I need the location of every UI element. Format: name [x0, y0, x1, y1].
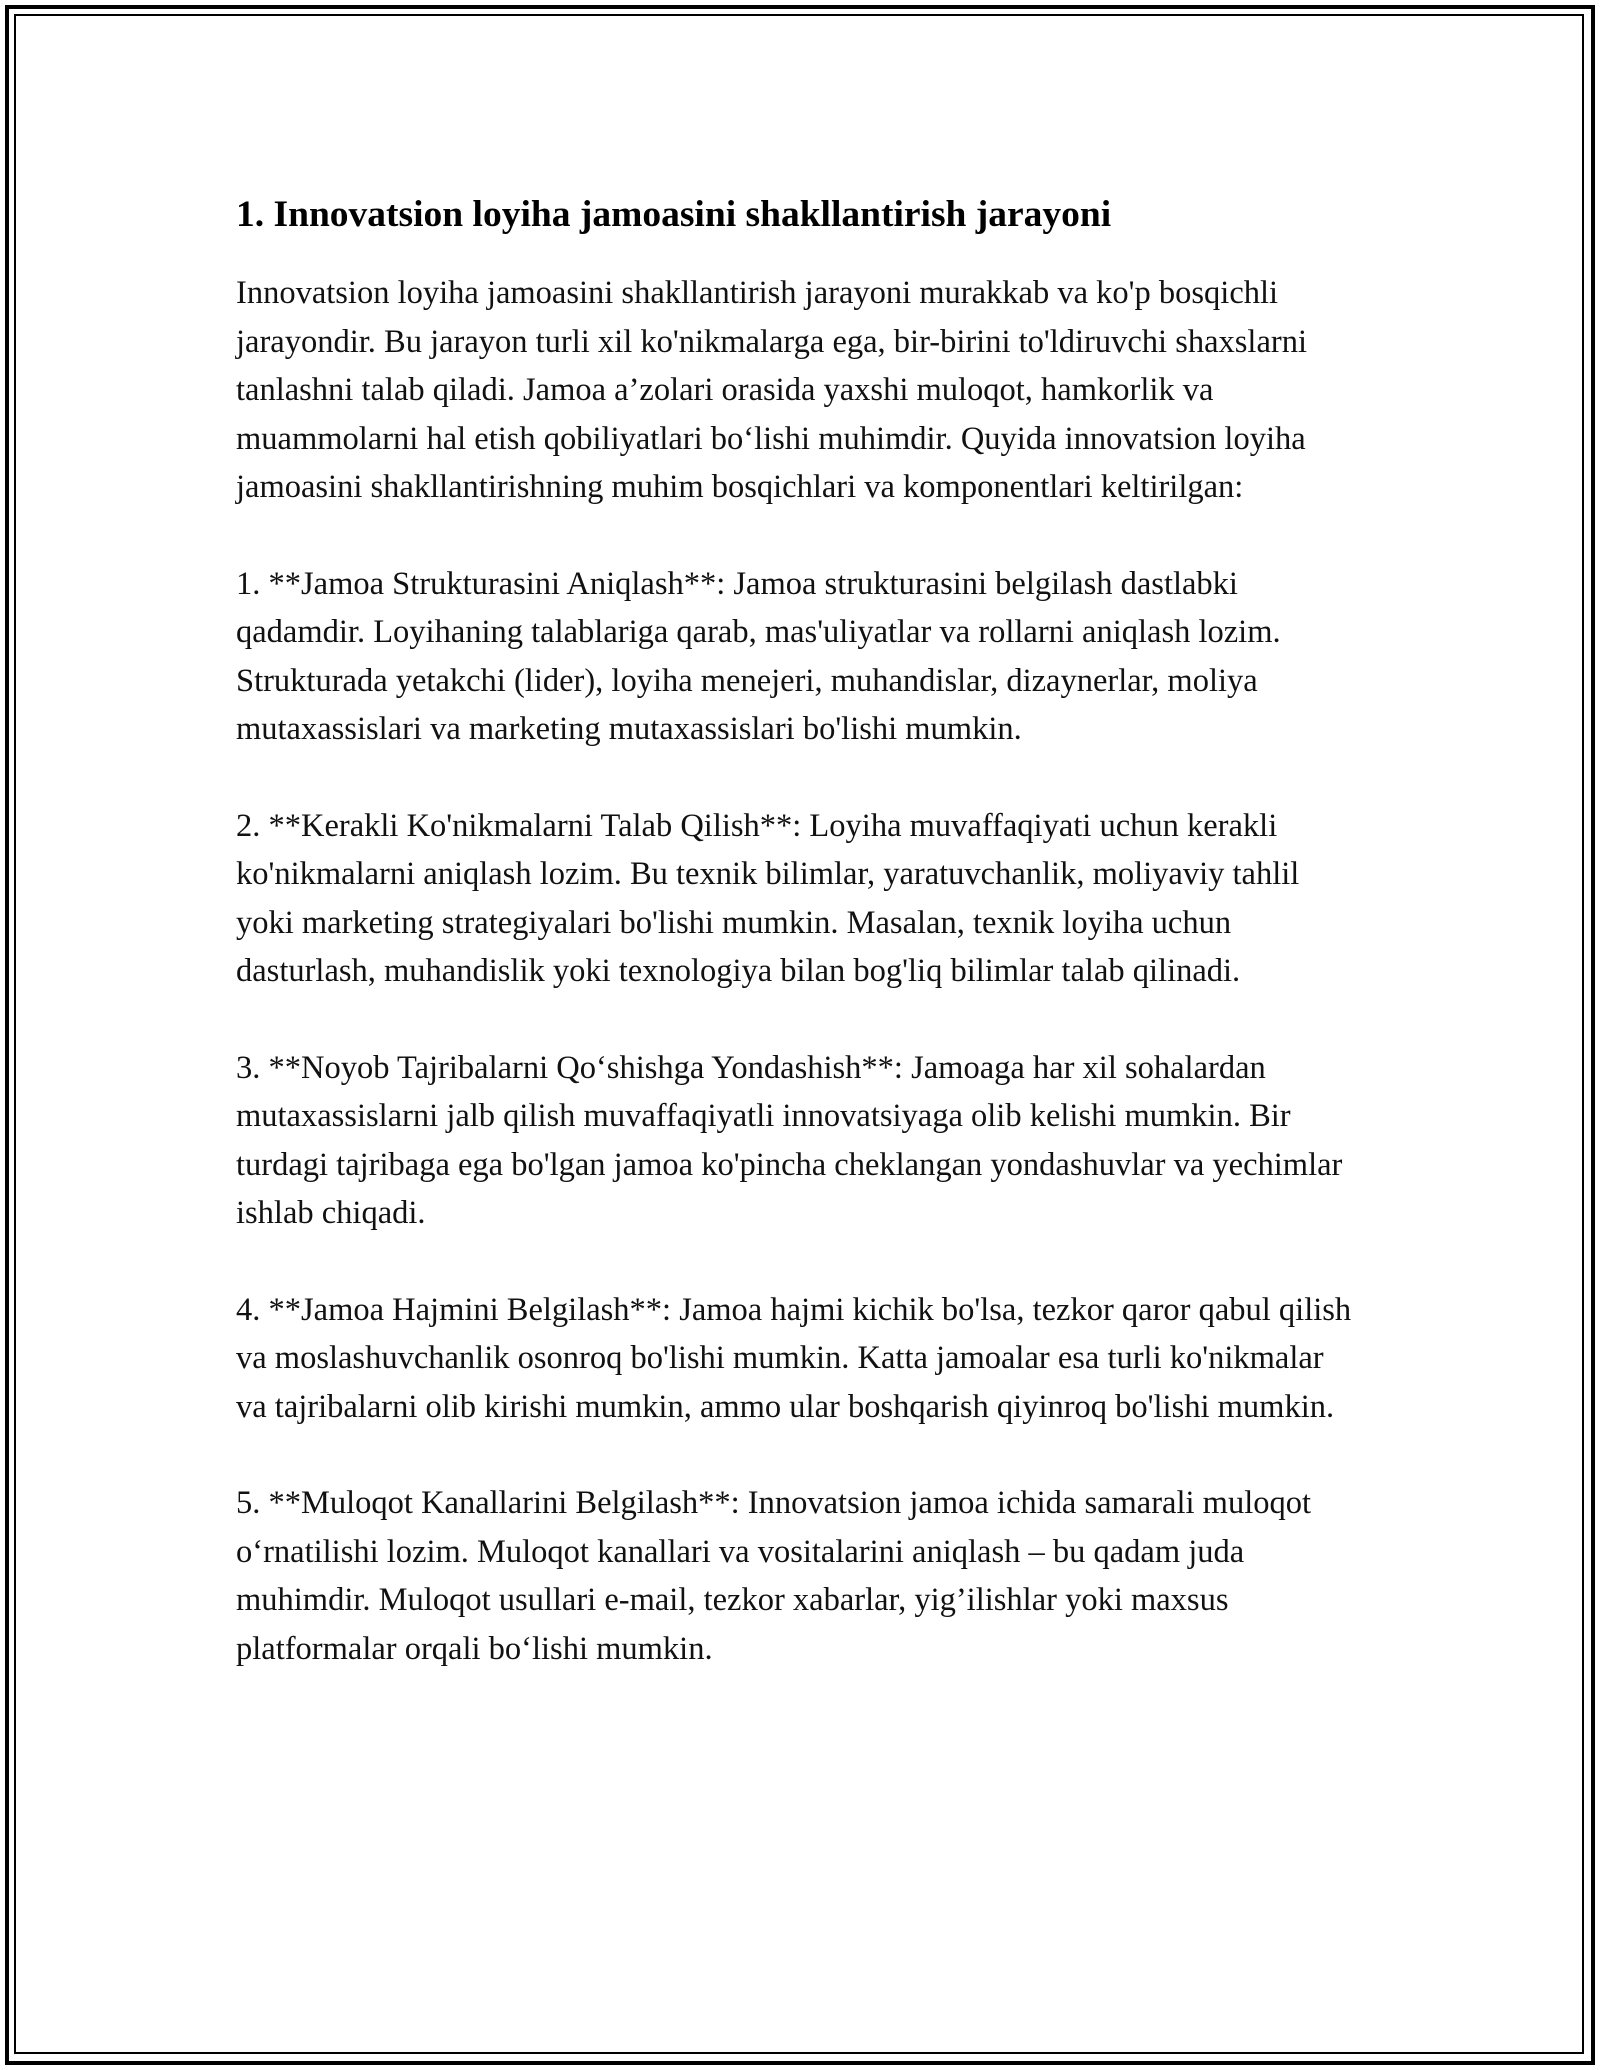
list-item: 4. **Jamoa Hajmini Belgilash**: Jamoa hajmi kichik bo'lsa, tezkor qaror qabul qilish va moslashuvchanlik osonroq bo'lishi mumkin. Katta jamoalar esa turli ko'nikmalar va tajribalarni olib kirishi mumkin, ammo ular boshqarish qiyinroq bo'lishi mumkin. — [236, 1291, 1352, 1425]
list-item: 3. **Noyob Tajribalarni Qo‘shishga Yondashish**: Jamoaga har xil sohalardan mutaxassislarni jalb qilish muvaffaqiyatli innovatsiyaga olib kelishi mumkin. Bir turdagi tajribaga ega bo'lgan jamoa ko'pincha cheklangan yondashuvlar va yechimlar ishlab chiqadi. — [236, 1049, 1343, 1231]
list-item: 2. **Kerakli Ko'nikmalarni Talab Qilish**: Loyiha muvaffaqiyati uchun kerakli ko'nikmalarni aniqlash lozim. Bu texnik bilimlar, yaratuvchanlik, moliyaviy tahlil yoki marketing strategiyalari bo'lishi mumkin. Masalan, texnik loyiha uchun dasturlash, muhandislik yoki texnologiya bilan bog'liq bilimlar talab qilinadi. — [236, 807, 1300, 989]
list-item: 5. **Muloqot Kanallarini Belgilash**: Innovatsion jamoa ichida samarali muloqot o‘rnatilishi lozim. Muloqot kanallari va vositalarini aniqlash – bu qadam juda muhimdir. Muloqot usullari e-mail, tezkor xabarlar, yig’ilishlar yoki maxsus platformalar orqali bo‘lishi mumkin. — [236, 1485, 1312, 1667]
list-item: 1. **Jamoa Strukturasini Aniqlash**: Jamoa strukturasini belgilash dastlabki qadamdir. Loyihaning talablariga qarab, mas'uliyatlar va rollarni aniqlash lozim. Strukturada yetakchi (lider), loyiha menejeri, muhandislar, dizaynerlar, moliya mutaxassislari va marketing mutaxassislari bo'lishi mumkin. — [236, 565, 1281, 747]
section-heading: 1. Innovatsion loyiha jamoasini shakllantirish jarayoni — [236, 194, 1112, 235]
intro-paragraph: Innovatsion loyiha jamoasini shakllantirish jarayoni murakkab va ko'p bosqichli jarayondir. Bu jarayon turli xil ko'nikmalarga ega, bir-birini to'ldiruvchi shaxslarni tanlashni talab qiladi. Jamoa a’zolari orasida yaxshi muloqot, hamkorlik va muammolarni hal etish qobiliyatlari bo‘lishi muhimdir. Quyida innovatsion loyiha jamoasini shakllantirishning muhim bosqichlari va komponentlari keltirilgan: — [236, 275, 1307, 505]
document-body — [236, 185, 1356, 1721]
